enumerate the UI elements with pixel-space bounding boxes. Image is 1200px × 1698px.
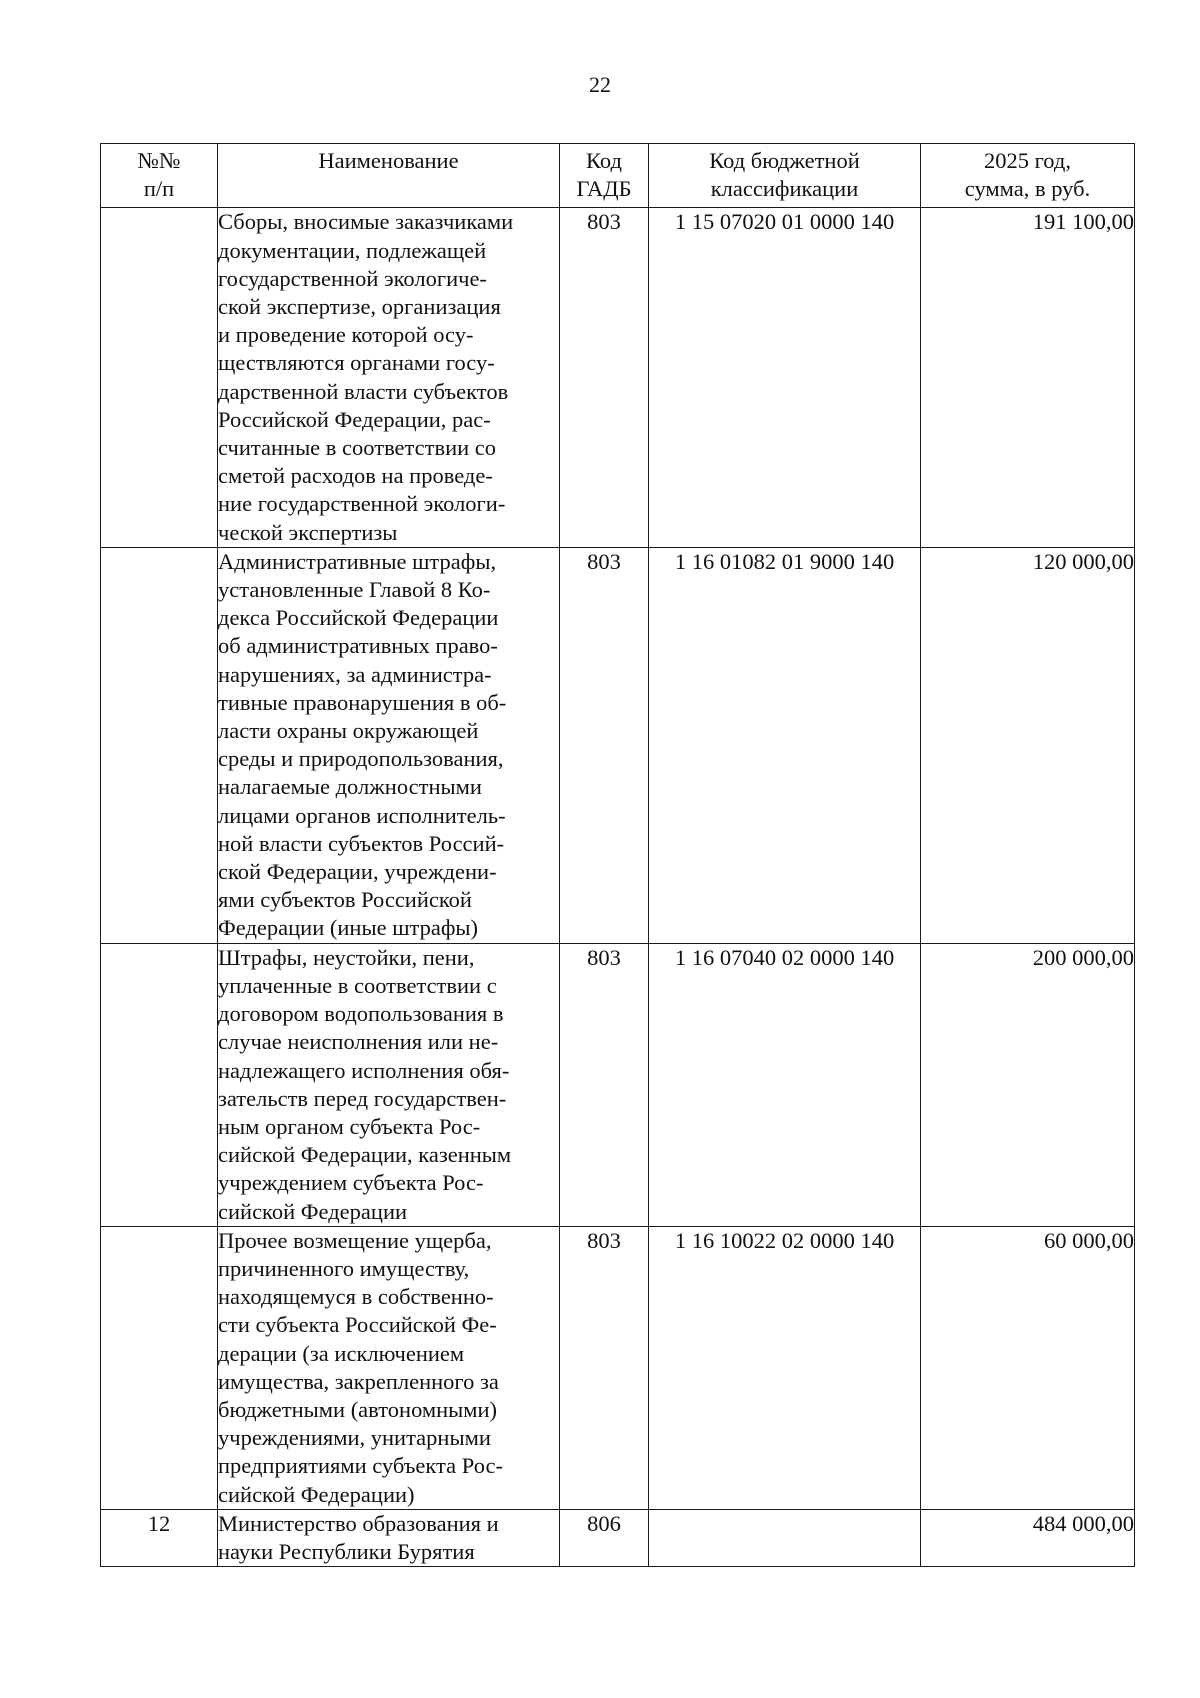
header-kbk [649, 144, 921, 208]
kbk-code-cell: 1 16 01082 01 9000 140 [649, 547, 921, 943]
name-line: ние государственной экологи- [218, 491, 506, 517]
amount-cell: 484 000,00 [921, 1509, 1135, 1566]
name-line: находящемуся в собственно- [218, 1284, 494, 1310]
header-gadb-line: ГАДБ [576, 176, 632, 202]
name-line: ской Федерации, учреждени- [218, 859, 497, 885]
name-line: Министерство образования и [218, 1510, 499, 1536]
header-gadb-line: Код [586, 148, 622, 173]
header-num [101, 144, 218, 208]
name-line: тивные правонарушения в об- [218, 689, 507, 715]
name-line: дарственной власти субъектов [218, 378, 509, 404]
header-sum-line: сумма, в руб. [964, 176, 1091, 202]
name-line: надлежащего исполнения обя- [218, 1057, 510, 1083]
table-row [101, 943, 1135, 1226]
name-line: ществляются органами госу- [218, 350, 495, 376]
name-line: об административных право- [218, 633, 498, 659]
header-name-line: Наименование [318, 148, 459, 173]
table-body [101, 208, 1135, 1567]
name-line: науки Республики Бурятия [218, 1538, 475, 1564]
kbk-code-cell [649, 1509, 921, 1566]
header-kbk-line: классификации [710, 176, 859, 202]
table-row [101, 208, 1135, 547]
kbk-code-cell: 1 15 07020 01 0000 140 [649, 208, 921, 547]
row-number-cell: 12 [101, 1509, 218, 1566]
name-line: налагаемые должностными [218, 774, 482, 800]
budget-table [100, 143, 1135, 1567]
gadb-code-cell: 803 [560, 1226, 649, 1509]
row-number-cell [101, 208, 218, 547]
name-line: бюджетными (автономными) [218, 1396, 498, 1422]
header-num-line: п/п [143, 176, 175, 202]
name-line: случае неисполнения или не- [218, 1029, 499, 1055]
name-line: сийской Федерации) [218, 1481, 415, 1507]
name-cell [218, 943, 560, 1226]
row-number-cell [101, 547, 218, 943]
name-line: ным органом субъекта Рос- [218, 1113, 481, 1139]
header-name [218, 144, 560, 208]
name-line: предприятиями субъекта Рос- [218, 1453, 503, 1479]
name-line: Федерации (иные штрафы) [218, 915, 479, 941]
name-line: Штрафы, неустойки, пени, [218, 944, 475, 970]
page-number: 22 [589, 72, 611, 97]
name-line: считанные в соответствии со [218, 435, 497, 461]
name-line: государственной экологиче- [218, 265, 487, 291]
table-row [101, 1226, 1135, 1509]
name-line: и проведение которой осу- [218, 322, 474, 348]
name-cell [218, 1509, 560, 1566]
name-cell [218, 547, 560, 943]
table-row [101, 547, 1135, 943]
amount-cell: 60 000,00 [921, 1226, 1135, 1509]
header-gadb [560, 144, 649, 208]
name-line: среды и природопользования, [218, 746, 504, 772]
name-line: уплаченные в соответствии с [218, 972, 497, 998]
gadb-code-cell: 803 [560, 547, 649, 943]
name-line: установленные Главой 8 Ко- [218, 577, 491, 603]
row-number-cell [101, 943, 218, 1226]
name-line: документации, подлежащей [218, 237, 487, 263]
name-line: учреждением субъекта Рос- [218, 1170, 484, 1196]
name-line: сметой расходов на проведе- [218, 463, 493, 489]
name-line: декса Российской Федерации [218, 605, 499, 631]
table-header [101, 144, 1135, 208]
header-sum [921, 144, 1135, 208]
name-line: сийской Федерации, казенным [218, 1142, 512, 1168]
name-line: Прочее возмещение ущерба, [218, 1227, 492, 1253]
gadb-code-cell: 803 [560, 208, 649, 547]
kbk-code-cell: 1 16 10022 02 0000 140 [649, 1226, 921, 1509]
table-row [101, 1509, 1135, 1566]
name-line: ями субъектов Российской [218, 887, 472, 913]
name-line: ласти охраны окружающей [218, 718, 479, 744]
name-line: ской экспертизе, организация [218, 294, 501, 320]
name-line: лицами органов исполнитель- [218, 802, 506, 828]
name-cell [218, 1226, 560, 1509]
kbk-code-cell: 1 16 07040 02 0000 140 [649, 943, 921, 1226]
amount-cell: 191 100,00 [921, 208, 1135, 547]
gadb-code-cell: 803 [560, 943, 649, 1226]
header-row [101, 144, 1135, 208]
name-line: ной власти субъектов Россий- [218, 830, 505, 856]
name-line: сти субъекта Российской Фе- [218, 1312, 497, 1338]
header-kbk-line: Код бюджетной [709, 148, 860, 173]
name-line: нарушениях, за администра- [218, 661, 492, 687]
name-line: Сборы, вносимые заказчиками [218, 209, 514, 235]
name-line: договором водопользования в [218, 1001, 504, 1027]
name-line: ческой экспертизы [218, 519, 398, 545]
gadb-code-cell: 806 [560, 1509, 649, 1566]
name-line: Административные штрафы, [218, 548, 497, 574]
header-num-line: №№ [137, 148, 181, 173]
amount-cell: 120 000,00 [921, 547, 1135, 943]
name-line: причиненного имуществу, [218, 1255, 470, 1281]
name-line: сийской Федерации [218, 1198, 408, 1224]
name-line: учреждениями, унитарными [218, 1425, 491, 1451]
name-line: имущества, закрепленного за [218, 1368, 499, 1394]
name-cell [218, 208, 560, 547]
header-sum-line: 2025 год, [984, 148, 1071, 173]
name-line: зательств перед государствен- [218, 1085, 507, 1111]
amount-cell: 200 000,00 [921, 943, 1135, 1226]
name-line: Российской Федерации, рас- [218, 406, 491, 432]
row-number-cell [101, 1226, 218, 1509]
name-line: дерации (за исключением [218, 1340, 465, 1366]
